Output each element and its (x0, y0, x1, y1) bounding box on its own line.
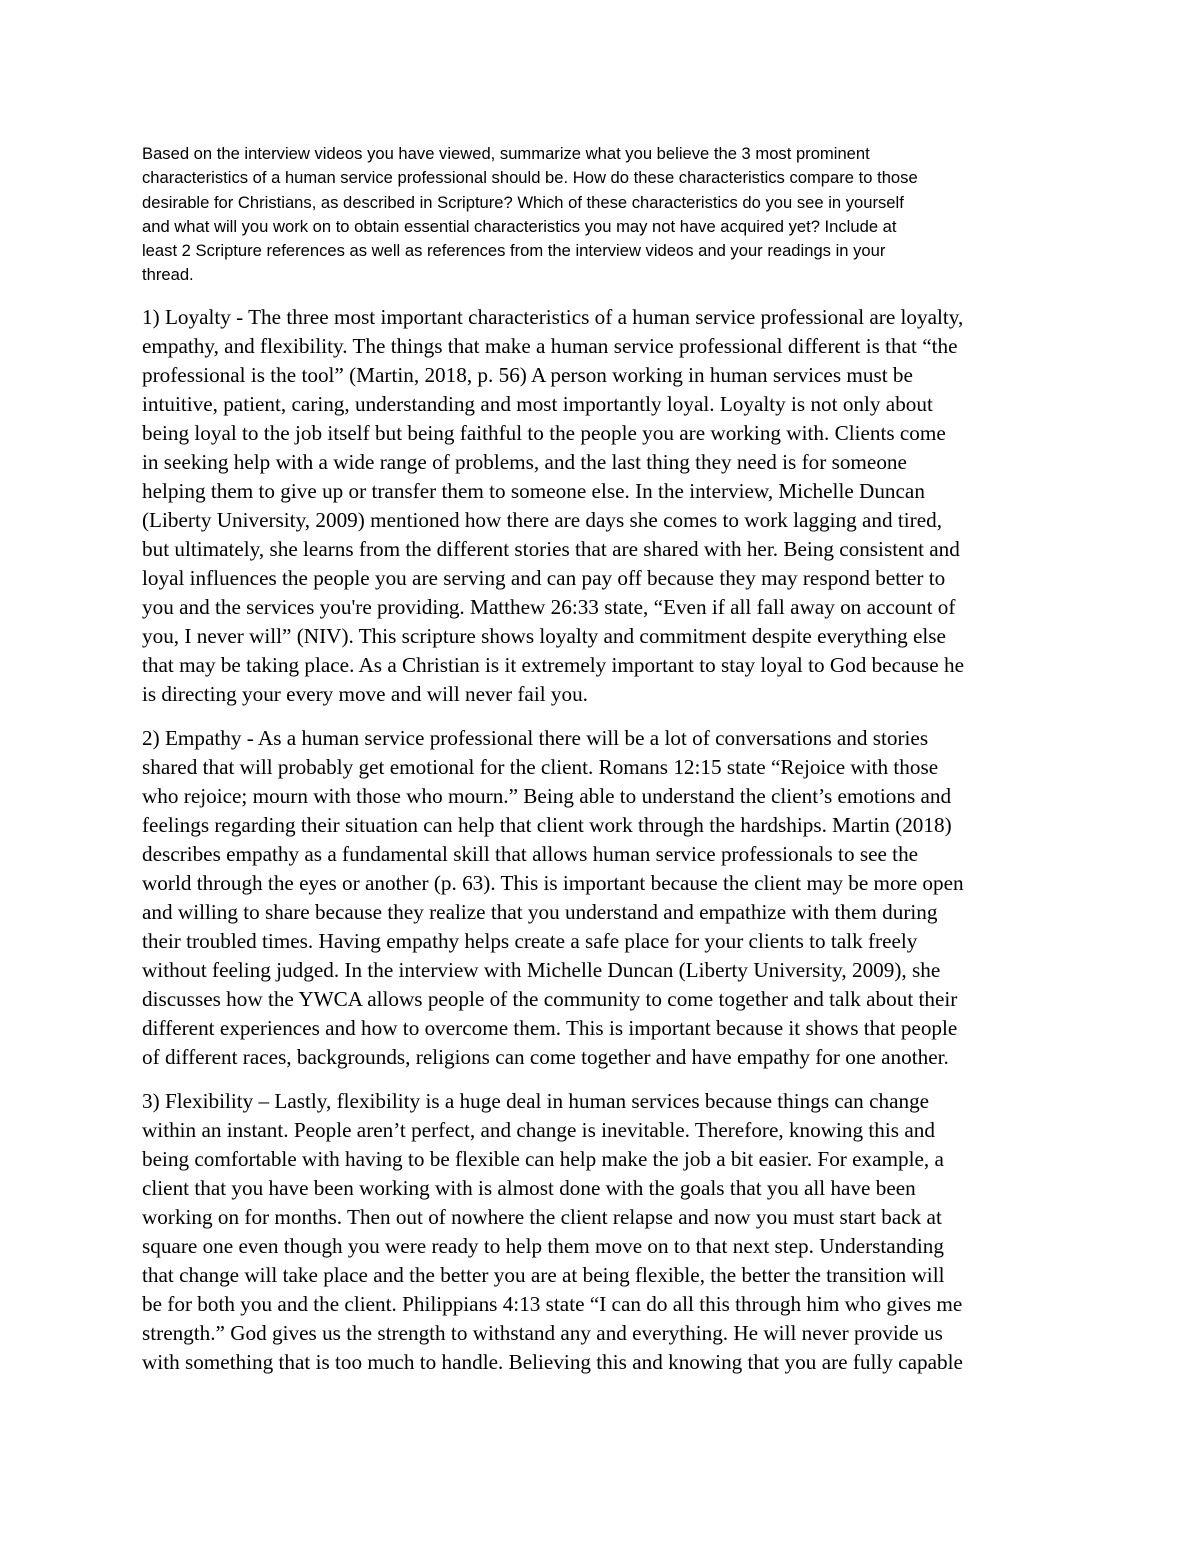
section-empathy: 2) Empathy - As a human service professional there will be a lot of conversations and stories shared that will probably get emotional for the client. Romans 12:15 state “Rejoice with those who rejoice; mourn with those who mourn.” Being able to understand the client’s emotions and feelings regarding their situation can help that client work through the hardships. Martin (2018) describes empathy as a fundamental skill that allows human service professionals to see the world through the eyes or another (p. 63). This is important because the client may be more open and willing to share because they realize that you understand and empathize with them during their troubled times. Having empathy helps create a safe place for your clients to talk freely without feeling judged. In the interview with Michelle Duncan (Liberty University, 2009), she discusses how the YWCA allows people of the community to come together and talk about their different experiences and how to overcome them. This is important because it shows that people of different races, backgrounds, religions can come together and have empathy for one another. (142, 725, 964, 1069)
assignment-prompt: Based on the interview videos you have viewed, summarize what you believe the 3 most prominent characteristics of a human service professional should be. How do these characteristics compare to those desirable for Christians, as described in Scripture? Which of these characteristics do you see in yourself and what will you work on to obtain essential characteristics you may not have acquired yet? Include at least 2 Scripture references as well as references from the interview videos and your readings in your thread. (142, 144, 918, 285)
section-flexibility: 3) Flexibility – Lastly, flexibility is a huge deal in human services because things can change within an instant. People aren’t perfect, and change is inevitable. Therefore, knowing this and being comfortable with having to be flexible can help make the job a bit easier. For example, a client that you have been working with is almost done with the goals that you all have been working on for months. Then out of nowhere the client relapse and now you must start back at square one even though you were ready to help them move on to that next step. Understanding that change will take place and the better you are at being flexible, the better the transition will be for both you and the client. Philippians 4:13 state “I can do all this through him who gives me strength.” God gives us the strength to withstand any and everything. He will never provide us with something that is too much to handle. Believing this and knowing that you are fully capable (142, 1088, 963, 1374)
document-page (142, 142, 1058, 1392)
section-loyalty: 1) Loyalty - The three most important characteristics of a human service professional are loyalty, empathy, and flexibility. The things that make a human service professional different is that “the professional is the tool” (Martin, 2018, p. 56) A person working in human services must be intuitive, patient, caring, understanding and most importantly loyal. Loyalty is not only about being loyal to the job itself but being faithful to the people you are working with. Clients come in seeking help with a wide range of problems, and the last thing they need is for someone helping them to give up or transfer them to someone else. In the interview, Michelle Duncan (Liberty University, 2009) mentioned how there are days she comes to work lagging and tired, but ultimately, she learns from the different stories that are shared with her. Being consistent and loyal influences the people you are serving and can pay off because they may respond better to you and the services you're providing. Matthew 26:33 state, “Even if all fall away on account of you, I never will” (NIV). This scripture shows loyalty and commitment despite everything else that may be taking place. As a Christian is it extremely important to stay loyal to God because he is directing your every move and will never fail you. (142, 304, 964, 706)
